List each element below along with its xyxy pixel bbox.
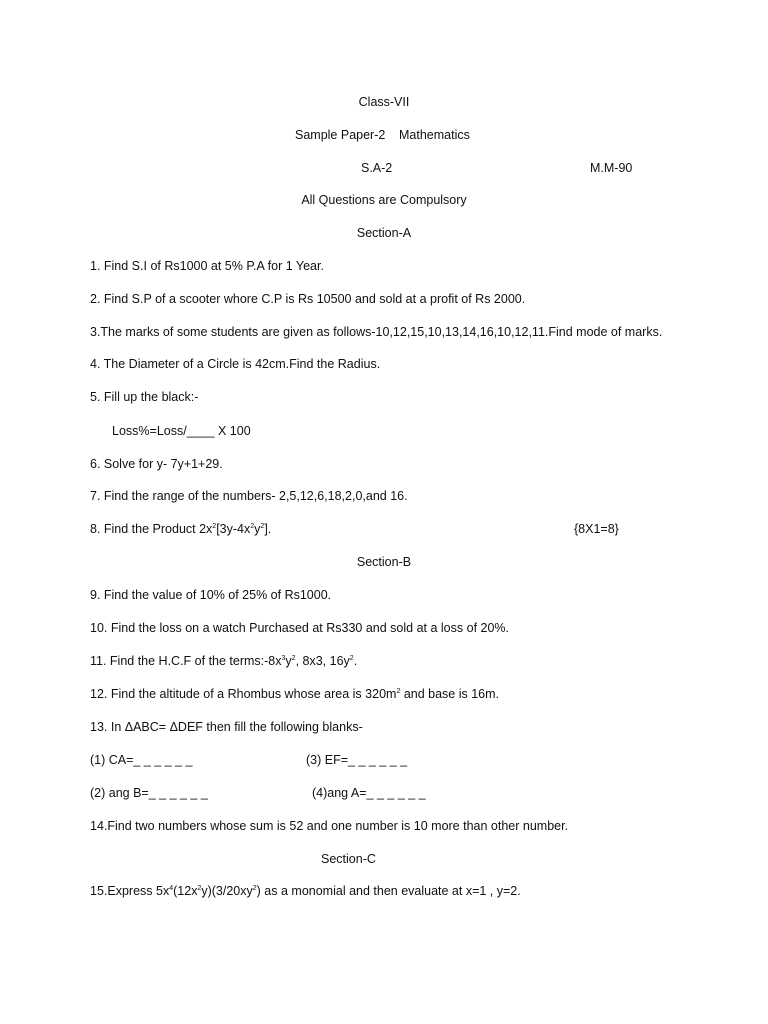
q8-text-d: ]. (264, 522, 272, 536)
question-2: 2. Find S.P of a scooter whore C.P is Rs 10500 and sold at a profit of Rs 2000. (90, 292, 526, 306)
question-1: 1. Find S.I of Rs1000 at 5% P.A for 1 Year. (90, 259, 324, 273)
question-13-blank-1: (1) CA=_ _ _ _ _ _ (90, 753, 193, 767)
question-13-blank-4: (4)ang A=_ _ _ _ _ _ (312, 786, 426, 800)
q12-text-b: and base is 16m. (400, 687, 500, 701)
q15-exp-1: 4 (169, 885, 174, 892)
q15-text-c: y)(3/20xy (201, 884, 253, 898)
q11-exp-3: 2 (349, 655, 354, 662)
q8-text-a: 8. Find the Product 2x (90, 522, 213, 536)
question-10: 10. Find the loss on a watch Purchased at Rs330 and sold at a loss of 20%. (90, 621, 510, 635)
question-11 (90, 653, 357, 669)
q11-exp-1: 3 (281, 655, 286, 662)
class-title: Class-VII (358, 95, 410, 109)
max-marks: M.M-90 (590, 161, 633, 175)
q8-exp-2: 2 (250, 523, 255, 530)
q15-text-a: 15.Express 5x (90, 884, 170, 898)
section-a-heading: Section-A (356, 226, 412, 240)
section-b-heading: Section-B (356, 555, 412, 569)
question-13: 13. In ΔABC= ΔDEF then fill the following blanks- (90, 720, 363, 734)
q8-exp-3: 2 (260, 523, 265, 530)
q12-text-a: 12. Find the altitude of a Rhombus whose area is 320m (90, 687, 397, 701)
q8-text-c: y (254, 522, 261, 536)
q15-text-d: ) as a monomial and then evaluate at x=1 , y=2. (256, 884, 521, 898)
q15-exp-2: 2 (197, 885, 202, 892)
q11-text-b: y (285, 654, 292, 668)
q11-text-d: . (353, 654, 358, 668)
question-12 (90, 686, 499, 702)
q11-exp-2: 2 (291, 655, 296, 662)
question-9: 9. Find the value of 10% of 25% of Rs1000. (90, 588, 332, 602)
question-5-formula: Loss%=Loss/____ X 100 (112, 424, 251, 438)
section-a-marks: {8X1=8} (574, 522, 619, 536)
q15-exp-3: 2 (252, 885, 257, 892)
question-14: 14.Find two numbers whose sum is 52 and one number is 10 more than other number. (90, 819, 569, 833)
q15-text-b: (12x (173, 884, 198, 898)
question-13-blank-2: (2) ang B=_ _ _ _ _ _ (90, 786, 208, 800)
q8-exp-1: 2 (212, 523, 217, 530)
question-8 (90, 521, 271, 537)
q12-exp-1: 2 (396, 688, 401, 695)
question-4: 4. The Diameter of a Circle is 42cm.Find the Radius. (90, 357, 381, 371)
section-c-heading: Section-C (321, 852, 376, 866)
q11-text-a: 11. Find the H.C.F of the terms:-8x (90, 654, 282, 668)
instruction: All Questions are Compulsory (301, 193, 467, 207)
question-13-blank-3: (3) EF=_ _ _ _ _ _ (306, 753, 408, 767)
term-label: S.A-2 (361, 161, 393, 175)
q8-text-b: [3y-4x (216, 522, 251, 536)
question-3: 3.The marks of some students are given as follows-10,12,15,10,13,14,16,10,12,11.Find mode of marks. (90, 325, 663, 339)
subject-title: Mathematics (399, 128, 470, 142)
question-6: 6. Solve for y- 7y+1+29. (90, 457, 223, 471)
paper-title: Sample Paper-2 (295, 128, 386, 142)
question-15 (90, 883, 521, 899)
q11-text-c: , 8x3, 16y (295, 654, 350, 668)
question-7: 7. Find the range of the numbers- 2,5,12,6,18,2,0,and 16. (90, 489, 408, 503)
question-5: 5. Fill up the black:- (90, 390, 199, 404)
